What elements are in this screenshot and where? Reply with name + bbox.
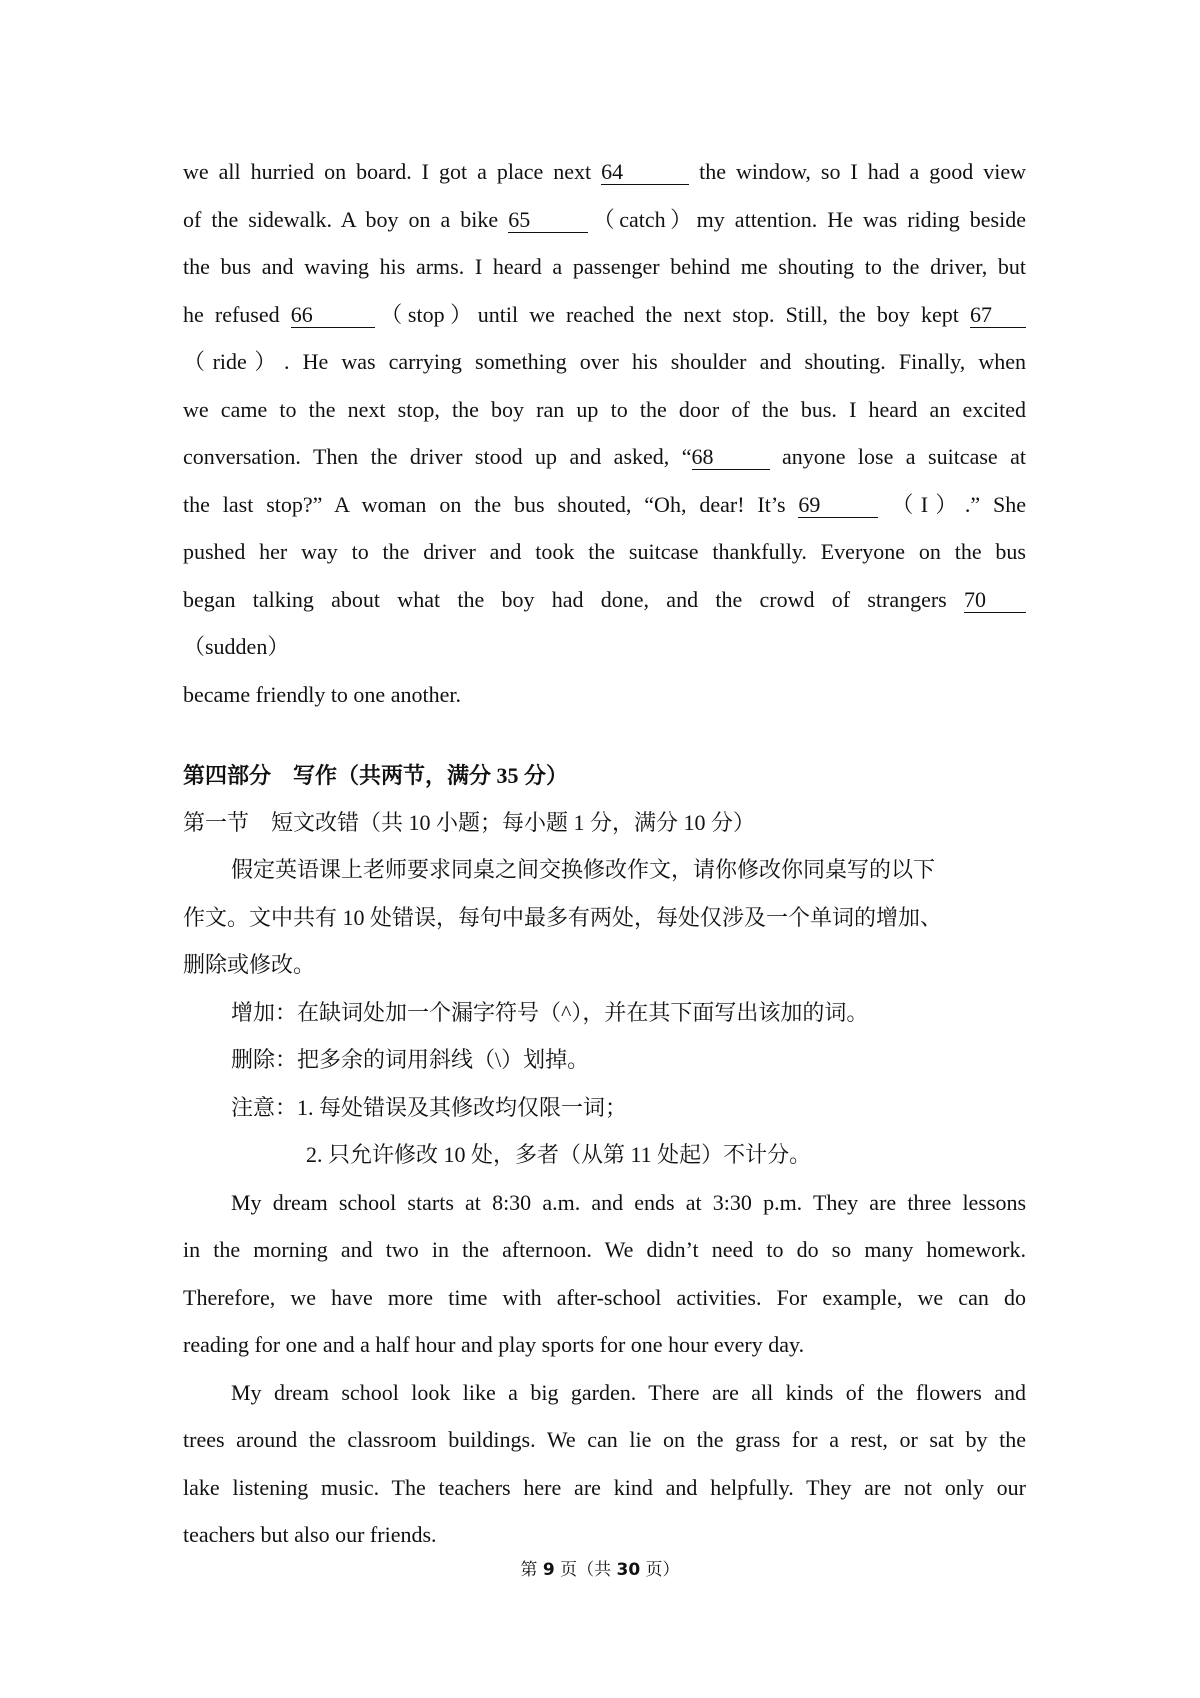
instruction-line: 删除或修改。 bbox=[183, 952, 316, 977]
blank-68: 68 bbox=[692, 445, 770, 470]
essay-line: Therefore, we have more time with after-school activities. For example, we can do bbox=[183, 1284, 1026, 1310]
instruction-line: 作文。文中共有 10 处错误，每句中最多有两处，每处仅涉及一个单词的增加、 bbox=[183, 904, 943, 930]
text: the last stop?” A woman on the bus shouted, “Oh, dear! It’s bbox=[183, 491, 799, 517]
page-total: 30 bbox=[616, 1560, 641, 1580]
text: （catch）my attention. He was riding beside bbox=[588, 206, 1026, 232]
page-footer bbox=[0, 1555, 1200, 1580]
essay-line: in the morning and two in the afternoon. We didn’t need to do so many homework. bbox=[183, 1237, 1026, 1262]
text: conversation. Then the driver stood up and asked, “ bbox=[183, 444, 692, 469]
blank-64: 64 bbox=[601, 160, 689, 185]
blank-65: 65 bbox=[508, 208, 588, 233]
essay-line: My dream school starts at 8:30 a.m. and ends at 3:30 p.m. They are three lessons bbox=[231, 1189, 1026, 1215]
essay-line: trees around the classroom buildings. We can lie on the grass for a rest, or sat by the bbox=[183, 1427, 1026, 1452]
text: of the sidewalk. A boy on a bike bbox=[183, 206, 509, 232]
instruction-note-1: 注意：1. 每处错误及其修改均仅限一词； bbox=[231, 1094, 628, 1120]
blank-69: 69 bbox=[798, 493, 878, 518]
instruction-delete: 删除：把多余的词用斜线（\）划掉。 bbox=[231, 1047, 590, 1072]
exam-page bbox=[183, 148, 1026, 1559]
text: he refused bbox=[183, 301, 291, 327]
cloze-line: the bus and waving his arms. I heard a passenger behind me shouting to the driver, but bbox=[183, 254, 1026, 279]
text: began talking about what the boy had done, and the crowd of strangers bbox=[183, 586, 964, 612]
cloze-line: （ride）. He was carrying something over his shoulder and shouting. Finally, when bbox=[183, 349, 1026, 374]
cloze-line bbox=[183, 433, 1026, 481]
footer-text: 第 bbox=[520, 1560, 543, 1580]
cloze-line: pushed her way to the driver and took the suitcase thankfully. Everyone on the bus bbox=[183, 539, 1026, 564]
text: （stop）until we reached the next stop. Still, the boy kept bbox=[374, 301, 970, 327]
essay-line: reading for one and a half hour and play sports for one hour every day. bbox=[183, 1332, 805, 1357]
blank-70: 70 bbox=[964, 588, 1026, 613]
cloze-line: （sudden） bbox=[183, 634, 290, 659]
section-heading: 第四部分 写作（共两节，满分 35 分） bbox=[183, 763, 569, 788]
cloze-line: became friendly to one another. bbox=[183, 681, 461, 707]
subsection-heading: 第一节 短文改错（共 10 小题；每小题 1 分，满分 10 分） bbox=[183, 810, 756, 835]
cloze-line bbox=[183, 196, 1026, 244]
instruction-note-2: 2. 只允许修改 10 处，多者（从第 11 处起）不计分。 bbox=[306, 1142, 812, 1167]
cloze-line: we came to the next stop, the boy ran up to the door of the bus. I heard an excited bbox=[183, 396, 1026, 422]
cloze-line bbox=[183, 576, 1026, 624]
cloze-line bbox=[183, 291, 1026, 339]
text: the window, so I had a good view bbox=[689, 159, 1026, 184]
page-number: 9 bbox=[542, 1560, 555, 1580]
footer-text: 页） bbox=[640, 1560, 680, 1580]
essay-line: teachers but also our friends. bbox=[183, 1522, 437, 1547]
footer-text: 页（共 bbox=[554, 1560, 617, 1580]
blank-66: 66 bbox=[291, 303, 375, 328]
cloze-line bbox=[183, 481, 1026, 529]
instruction-add: 增加：在缺词处加一个漏字符号（^），并在其下面写出该加的词。 bbox=[231, 999, 869, 1025]
text: anyone lose a suitcase at bbox=[769, 444, 1026, 469]
essay-line: My dream school look like a big garden. There are all kinds of the flowers and bbox=[231, 1379, 1026, 1405]
essay-line: lake listening music. The teachers here are kind and helpfully. They are not only our bbox=[183, 1474, 1026, 1500]
cloze-line bbox=[183, 148, 1026, 196]
blank-67: 67 bbox=[970, 303, 1026, 328]
text: we all hurried on board. I got a place next bbox=[183, 159, 602, 184]
text: （I）.” She bbox=[878, 491, 1026, 517]
instruction-line: 假定英语课上老师要求同桌之间交换修改作文，请你修改你同桌写的以下 bbox=[231, 857, 936, 882]
